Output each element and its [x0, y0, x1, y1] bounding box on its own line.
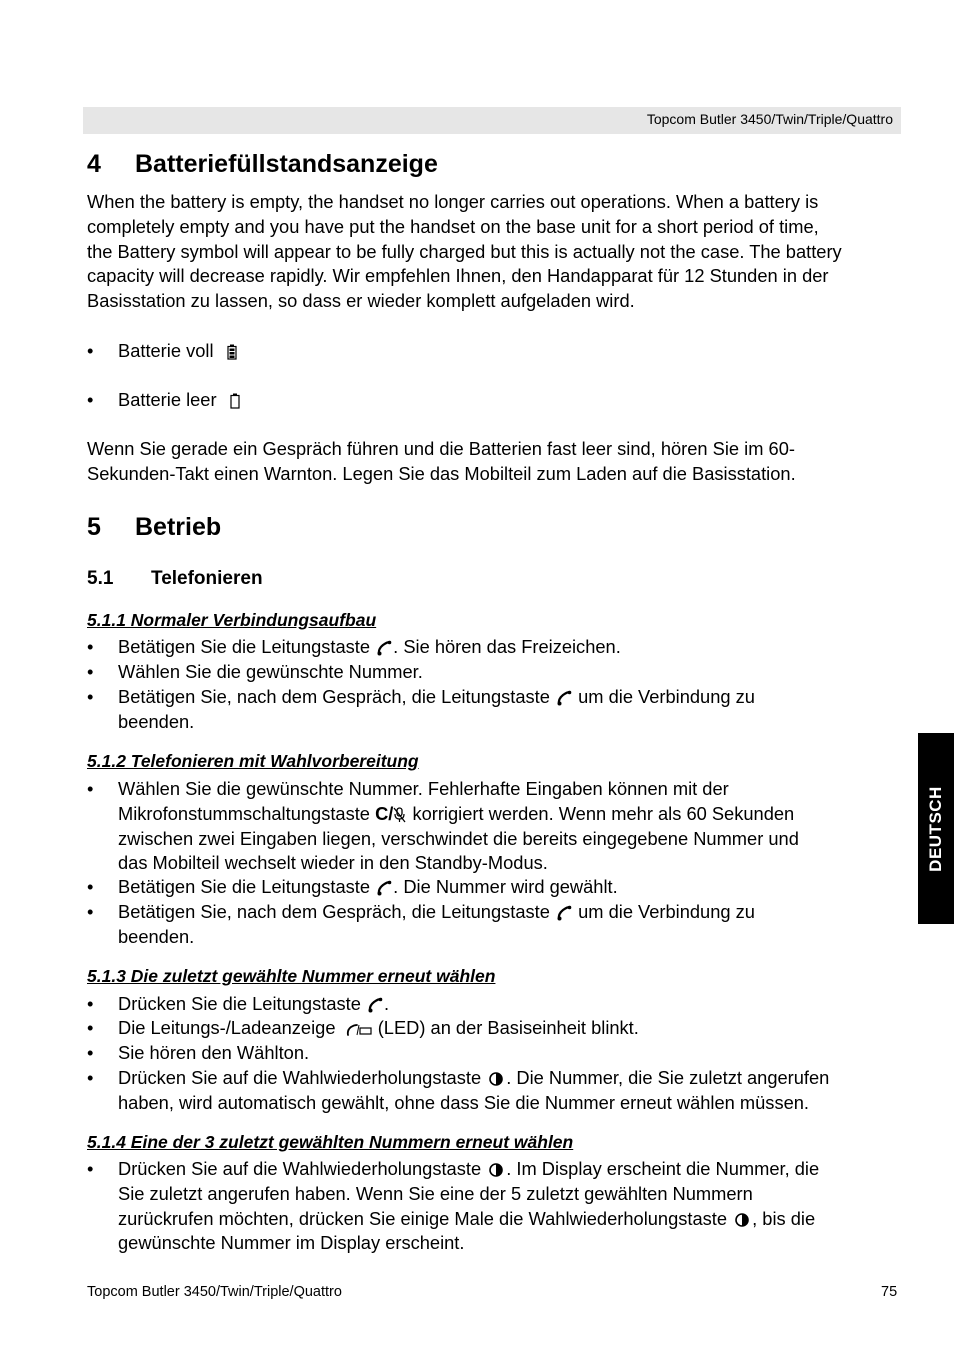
page-number: 75: [881, 1284, 898, 1300]
section-4-heading: [87, 150, 438, 179]
bullet-dot: •: [87, 993, 94, 1014]
bullet-text: , bis die: [752, 1207, 816, 1229]
redial-icon: [732, 1213, 752, 1227]
subsection-5-1-4-heading: 5.1.4 Eine der 3 zuletzt gewählten Nummern erneut wählen: [87, 1132, 574, 1152]
section-4-paragraph: [87, 190, 902, 314]
bullet-dot: •: [87, 876, 94, 897]
bullet-dot: •: [87, 389, 94, 410]
bullet-dot: •: [87, 1042, 94, 1063]
phone-handset-icon: [555, 905, 573, 921]
paragraph-line: the Battery symbol will appear to be fully charged but this is actually not the case. The battery: [87, 240, 842, 262]
bullet-text: . Sie hören das Freizeichen.: [393, 636, 621, 657]
section-number: 5: [87, 513, 101, 541]
bullet-text: das Mobilteil wechselt wieder in den Standby-Modus.: [118, 852, 548, 874]
mute-icon: [393, 807, 407, 823]
bullet-dot: •: [87, 778, 94, 799]
battery-empty-icon: [230, 393, 240, 409]
bullet-text: Sie zuletzt angerufen haben. Wenn Sie eine der 5 zuletzt gewählten Nummern: [118, 1182, 753, 1204]
header-title: Topcom Butler 3450/Twin/Triple/Quattro: [646, 111, 893, 127]
section-title: Betrieb: [135, 513, 222, 541]
bullet-dot: •: [87, 340, 94, 361]
subsection-title: Telefonieren: [151, 568, 263, 589]
bullet-text: um die Verbindung zu: [578, 901, 755, 922]
bullet-text: Betätigen Sie die Leitungstaste: [118, 636, 371, 657]
bullet-text: zurückrufen möchten, drücken Sie einige Male die Wahlwiederholungstaste: [118, 1207, 728, 1229]
bullet-text: Betätigen Sie, nach dem Gespräch, die Leitungstaste: [118, 901, 550, 922]
bullet-text: . Im Display erscheint die Nummer, die: [506, 1158, 820, 1179]
redial-icon: [486, 1072, 506, 1086]
bullet-text: Mikrofonstummschaltungstaste: [118, 802, 370, 824]
side-tab-label: DEUTSCH: [926, 785, 945, 872]
bullet-text: haben, wird automatisch gewählt, ohne dass Sie die Nummer erneut wählen müssen.: [118, 1091, 810, 1113]
bullet-dot: •: [87, 901, 94, 922]
bullet-dot: •: [87, 1158, 94, 1179]
subsection-5-1-1-heading: 5.1.1 Normaler Verbindungsaufbau: [87, 610, 377, 630]
bullet-dot: •: [87, 636, 94, 657]
bullet-text: (LED) an der Basiseinheit blinkt.: [377, 1017, 639, 1038]
bullet-text: um die Verbindung zu: [578, 686, 755, 707]
bullet-dot: •: [87, 1067, 94, 1088]
bullet-dot: •: [87, 686, 94, 707]
phone-handset-icon: [375, 880, 393, 896]
paragraph-line: When the battery is empty, the handset no longer carries out operations. When a battery is: [87, 191, 819, 212]
bullet-dot: •: [87, 661, 94, 682]
bullet-text: gewünschte Nummer im Display erscheint.: [118, 1232, 465, 1254]
bullet-text: zwischen zwei Eingaben liegen, verschwindet die bereits eingegebene Nummer und: [118, 827, 799, 849]
bullet-text: beenden.: [118, 710, 195, 732]
page-header: [83, 107, 901, 134]
section-5-heading: [87, 513, 221, 542]
bullet-text: Batterie voll: [118, 340, 214, 361]
key-label: C/: [375, 802, 394, 824]
paragraph-line: capacity will decrease rapidly. Wir empfehlen Ihnen, den Handapparat für 12 Stunden in der: [87, 265, 829, 287]
battery-full-icon: [227, 344, 237, 360]
phone-handset-icon: [555, 690, 573, 706]
bullet-text: .: [383, 993, 390, 1014]
bullet-text: . Die Nummer, die Sie zuletzt angerufen: [506, 1067, 830, 1088]
section-title: Batteriefüllstandsanzeige: [135, 150, 438, 178]
bullet-text: Die Leitungs-/Ladeanzeige: [118, 1017, 336, 1038]
bullet-text: Sie hören den Wählton.: [118, 1042, 310, 1063]
language-side-tab: [918, 733, 954, 924]
bullet-text: Drücken Sie auf die Wahlwiederholungstaste: [118, 1067, 482, 1088]
bullet-dot: •: [87, 1017, 94, 1038]
subsection-number: 5.1: [87, 568, 114, 589]
redial-icon: [486, 1163, 506, 1177]
bullet-text: korrigiert werden. Wenn mehr als 60 Sekunden: [412, 802, 795, 824]
phone-handset-icon: [375, 640, 393, 656]
bullet-text: . Die Nummer wird gewählt.: [393, 876, 618, 897]
bullet-text: Wählen Sie die gewünschte Nummer.: [118, 661, 423, 682]
bullet-text: Betätigen Sie die Leitungstaste: [118, 876, 371, 897]
bullet-text: Wählen Sie die gewünschte Nummer. Fehlerhafte Eingaben können mit der: [118, 778, 729, 799]
bullet-text: Batterie leer: [118, 389, 217, 410]
paragraph-line: Wenn Sie gerade ein Gespräch führen und die Batterien fast leer sind, hören Sie im 60-: [87, 438, 795, 459]
bullet-text: Betätigen Sie, nach dem Gespräch, die Leitungstaste: [118, 686, 550, 707]
paragraph-line: completely empty and you have put the handset on the base unit for a short period of time,: [87, 215, 819, 237]
subsection-5-1-3-heading: 5.1.3 Die zuletzt gewählte Nummer erneut wählen: [87, 966, 496, 986]
paragraph-line: Basisstation zu lassen, so dass er wieder komplett aufgeladen wird.: [87, 290, 635, 312]
section-4-warning-paragraph: [87, 437, 902, 487]
bullet-text: beenden.: [118, 925, 195, 947]
paragraph-line: Sekunden-Takt einen Warnton. Legen Sie das Mobilteil zum Laden auf die Basisstation.: [87, 462, 796, 484]
bullet-text: Drücken Sie auf die Wahlwiederholungstaste: [118, 1158, 482, 1179]
phone-handset-icon: [366, 997, 384, 1013]
subsection-5-1-heading: [87, 568, 263, 590]
footer-title: Topcom Butler 3450/Twin/Triple/Quattro: [87, 1284, 342, 1300]
bullet-text: Drücken Sie die Leitungstaste: [118, 993, 361, 1014]
subsection-5-1-2-heading: 5.1.2 Telefonieren mit Wahlvorbereitung: [87, 751, 419, 771]
section-number: 4: [87, 150, 101, 178]
phone-charge-led-icon: [345, 1022, 373, 1036]
